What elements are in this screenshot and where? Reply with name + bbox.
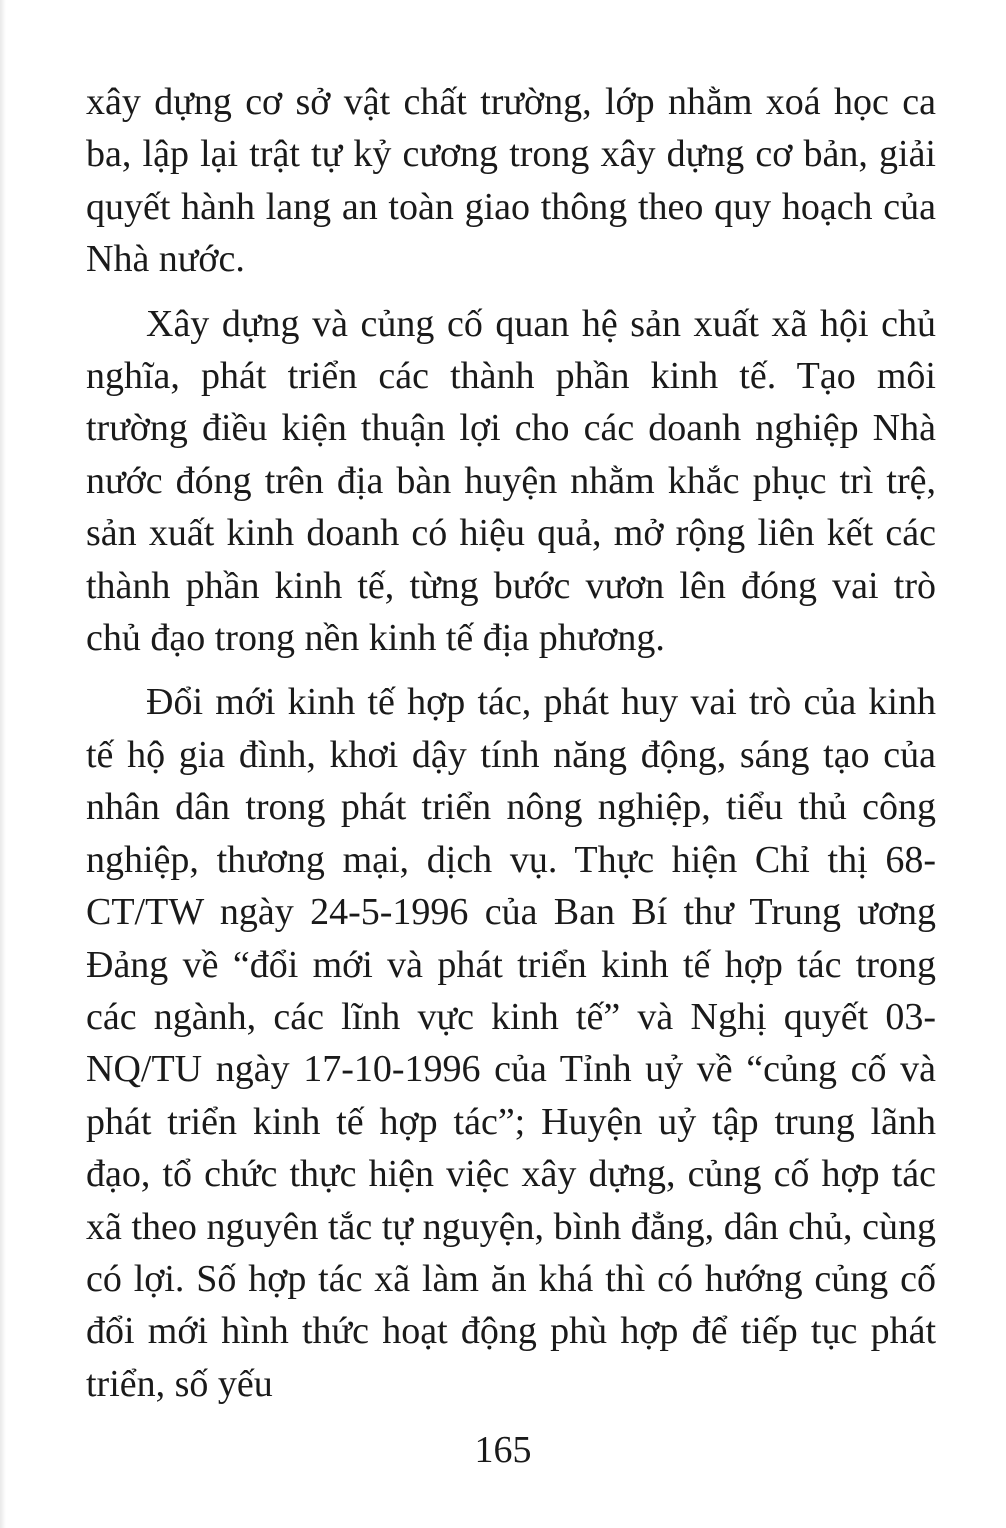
page-number: 165: [474, 1429, 532, 1471]
paragraph-1: xây dựng cơ sở vật chất trường, lớp nhằm xoá học ca ba, lập lại trật tự kỷ cương trong xây dựng cơ bản, giải quyết hành lang an toàn giao thông theo quy hoạch của Nhà nước.: [86, 81, 936, 281]
page-gutter-shadow: [0, 0, 6, 1528]
paragraph-2: Xây dựng và củng cố quan hệ sản xuất xã hội chủ nghĩa, phát triển các thành phần kinh tế. Tạo môi trường điều kiện thuận lợi cho các doanh nghiệp Nhà nước đóng trên địa bàn huyện nhằm khắc phục trì trệ, sản xuất kinh doanh có hiệu quả, mở rộng liên kết các thành phần kinh tế, từng bước vươn lên đóng vai trò chủ đạo trong nền kinh tế địa phương.: [86, 302, 936, 660]
body-text: [86, 76, 936, 1410]
paragraph-3: Đổi mới kinh tế hợp tác, phát huy vai trò của kinh tế hộ gia đình, khơi dậy tính năng động, sáng tạo của nhân dân trong phát triển nông nghiệp, tiểu thủ công nghiệp, thương mại, dịch vụ. Thực hiện Chỉ thị 68-CT/TW ngày 24-5-1996 của Ban Bí thư Trung ương Đảng về “đổi mới và phát triển kinh tế hợp tác trong các ngành, các lĩnh vực kinh tế” và Nghị quyết 03-NQ/TU ngày 17-10-1996 của Tỉnh uỷ về “củng cố và phát triển kinh tế hợp tác”; Huyện uỷ tập trung lãnh đạo, tổ chức thực hiện việc xây dựng, củng cố hợp tác xã theo nguyên tắc tự nguyện, bình đẳng, dân chủ, cùng có lợi. Số hợp tác xã làm ăn khá thì có hướng củng cố đổi mới hình thức hoạt động phù hợp để tiếp tục phát triển, số yếu: [86, 681, 936, 1405]
